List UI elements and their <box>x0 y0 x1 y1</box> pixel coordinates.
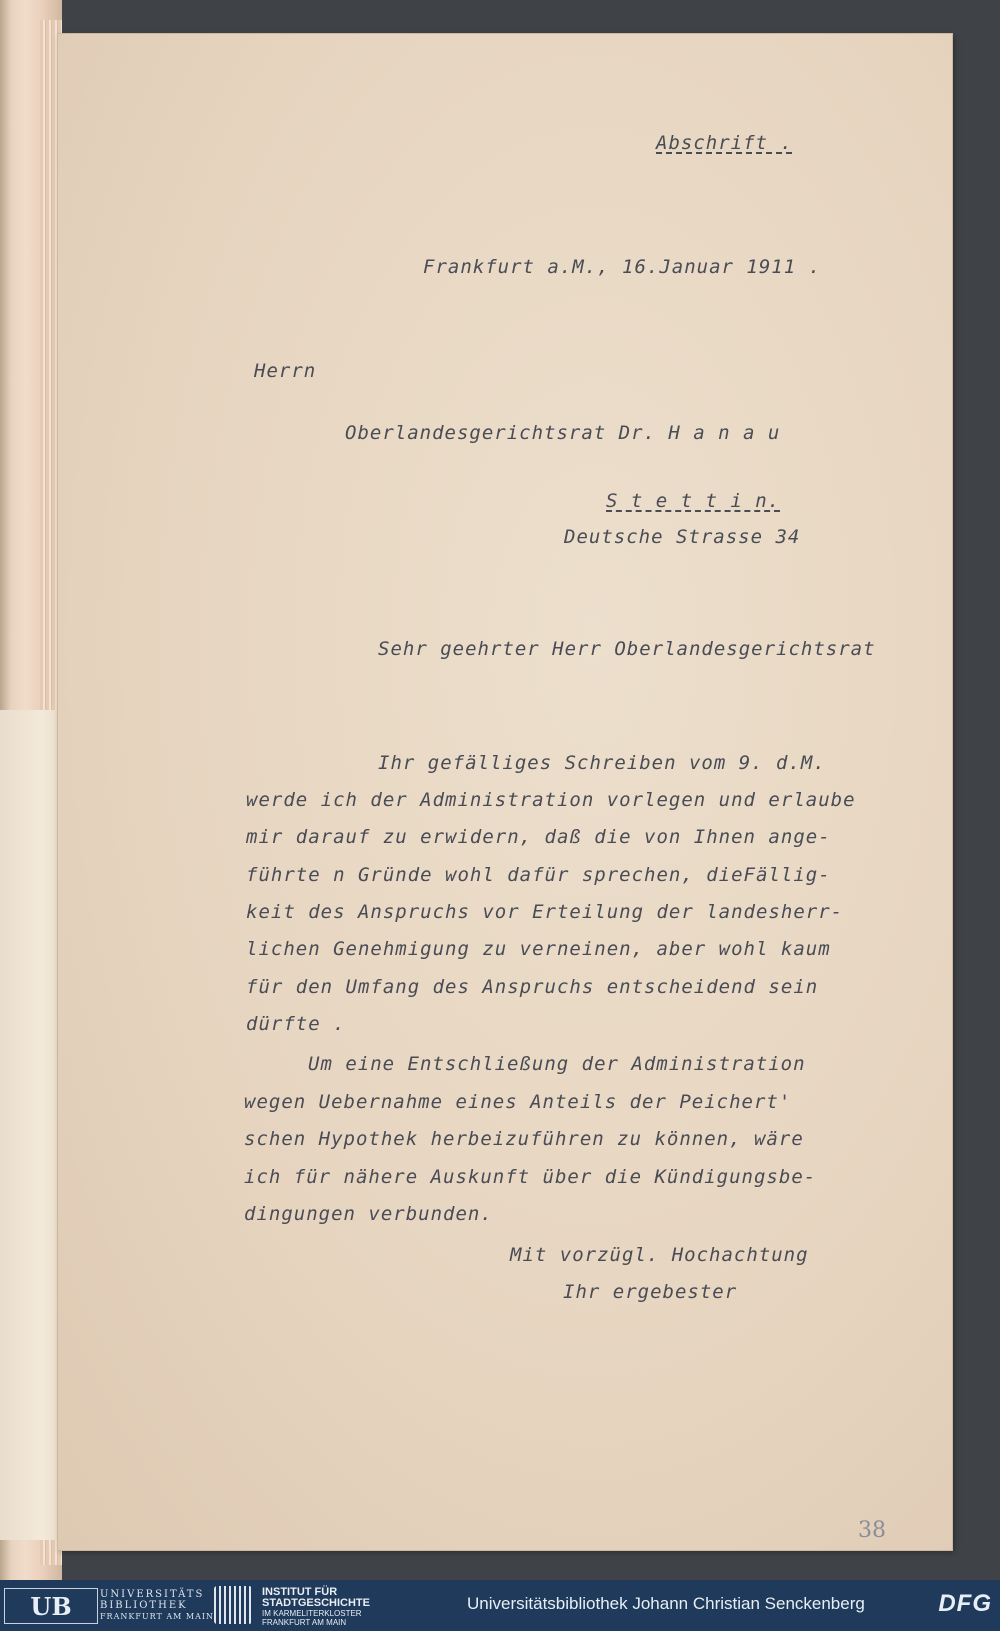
closing-line: Mit vorzügl. Hochachtung <box>510 1244 809 1266</box>
inst-line: FRANKFURT AM MAIN <box>262 1618 347 1627</box>
ub-line: BIBLIOTHEK <box>100 1600 188 1611</box>
recipient-street: Deutsche Strasse 34 <box>564 526 801 548</box>
recipient-name: Oberlandesgerichtsrat Dr. H a n a u <box>345 422 781 444</box>
library-credit-link[interactable]: Universitätsbibliothek Johann Christian Senckenberg <box>467 1594 865 1613</box>
header-label: Abschrift . <box>656 132 793 154</box>
greeting: Sehr geehrter Herr Oberlandesgerichtsrat <box>378 638 876 660</box>
body-line: für den Umfang des Anspruchs entscheidend sein <box>246 976 819 998</box>
body-line: schen Hypothek herbeizuführen zu können, wäre <box>244 1128 804 1150</box>
body-line: dürfte . <box>246 1013 346 1035</box>
page-number: 38 <box>858 1518 886 1543</box>
inst-line: INSTITUT FÜR <box>262 1586 338 1598</box>
institute-text <box>262 1587 370 1627</box>
body-line: Ihr gefälliges Schreiben vom 9. d.M. <box>378 752 826 774</box>
body-line: Um eine Entschließung der Administration <box>308 1053 806 1075</box>
body-line: keit des Anspruchs vor Erteilung der landesherr- <box>246 901 844 923</box>
inst-line: IM KARMELITERKLOSTER <box>262 1609 362 1618</box>
recipient-city: S t e t t i n. <box>606 490 781 512</box>
body-line: werde ich der Administration vorlegen und erlaube <box>246 789 856 811</box>
letter-page <box>58 34 952 1550</box>
body-line: mir darauf zu erwidern, daß die von Ihnen ange- <box>246 826 831 848</box>
institute-logo-icon[interactable] <box>214 1586 252 1624</box>
body-line: führte n Gründe wohl dafür sprechen, dieFällig- <box>246 864 831 886</box>
ub-line: FRANKFURT AM MAIN <box>100 1612 215 1621</box>
dfg-logo[interactable]: DFG <box>938 1590 992 1617</box>
inst-line: STADTGESCHICHTE <box>262 1597 370 1609</box>
dateline: Frankfurt a.M., 16.Januar 1911 . <box>423 256 822 278</box>
ub-logo[interactable]: UB <box>4 1588 98 1624</box>
ub-line: UNIVERSITÄTS <box>100 1589 205 1600</box>
body-line: lichen Genehmigung zu verneinen, aber wohl kaum <box>246 938 831 960</box>
body-line: ich für nähere Auskunft über die Kündigungsbe- <box>244 1166 817 1188</box>
closing-signature: Ihr ergebester <box>563 1281 738 1303</box>
salutation-line: Herrn <box>254 360 317 382</box>
footer-bar <box>0 1580 1000 1631</box>
body-line: wegen Uebernahme eines Anteils der Peichert' <box>244 1091 792 1113</box>
body-line: dingungen verbunden. <box>244 1203 493 1225</box>
ub-library-text <box>100 1589 214 1622</box>
